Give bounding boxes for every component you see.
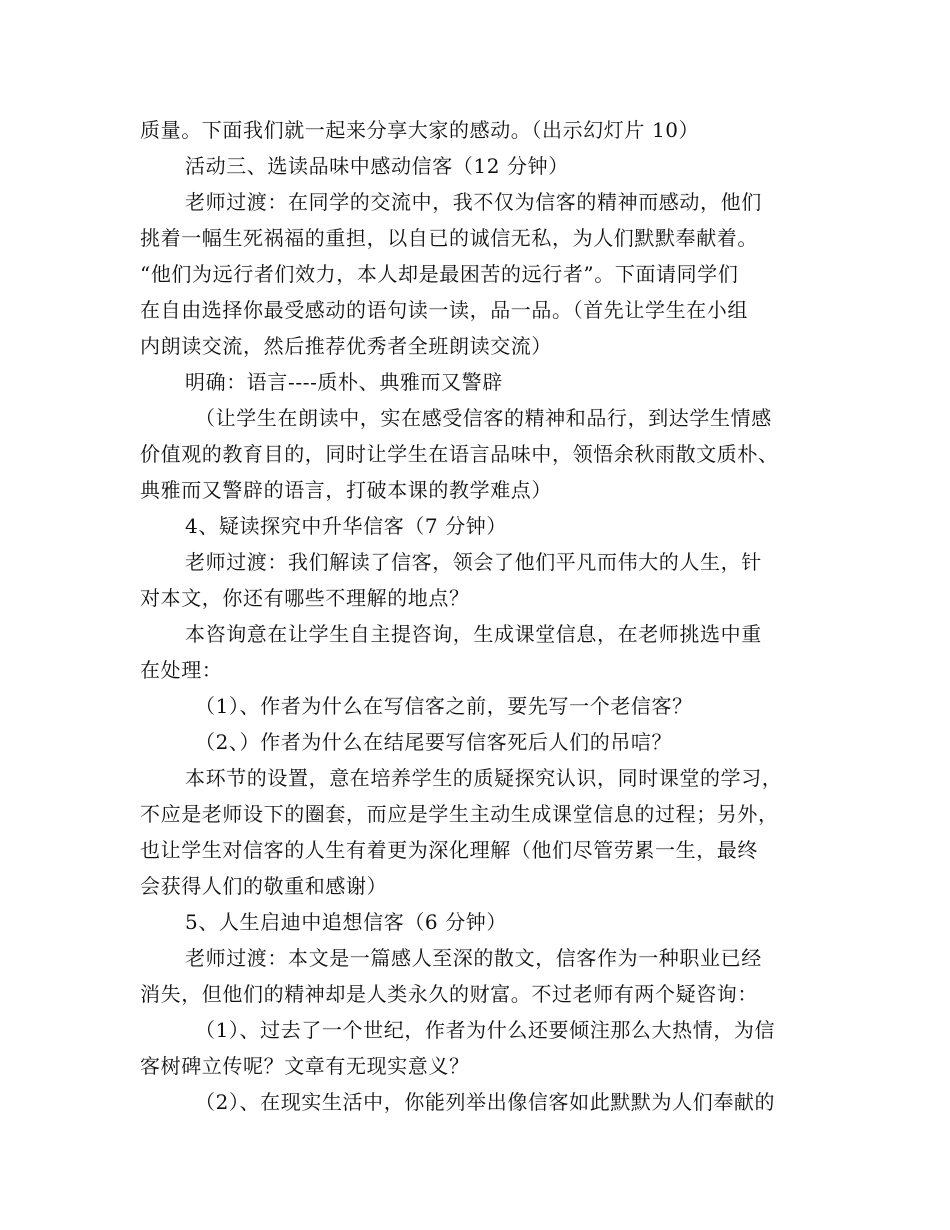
question-item: （2）、在现实生活中，你能列举出像信客如此默默为人们奉献的	[195, 1090, 776, 1114]
text-line: 在自由选择你最受感动的语句读一读，品一品。（首先让学生在小组	[140, 298, 748, 322]
text-line: 也让学生对信客的人生有着更为深化理解（他们尽管劳累一生，最终	[140, 838, 758, 862]
text-line: 不应是老师设下的圈套，而应是学生主动生成课堂信息的过程；另外，	[140, 802, 779, 826]
text-line: 挑着一幅生死祸福的重担，以自已的诚信无私，为人们默默奉献着。	[140, 226, 758, 250]
question-item: （2、）作者为什么在结尾要写信客死后人们的吊唁？	[195, 730, 673, 754]
question-item: （1）、过去了一个世纪，作者为什么还要倾注那么大热情，为信	[195, 1018, 776, 1042]
text-line: 明确：语言----质朴、典雅而又警辟	[185, 370, 503, 394]
question-item: （1）、作者为什么在写信客之前，要先写一个老信客？	[195, 694, 693, 718]
text-line: 价值观的教育目的，同时让学生在语言品味中，领悟余秋雨散文质朴、	[140, 442, 779, 466]
text-line: 客树碑立传呢？文章有无现实意义？	[140, 1054, 470, 1078]
text-line: 老师过渡：我们解读了信客，领会了他们平凡而伟大的人生，针	[185, 550, 762, 574]
text-line: 本环节的设置，意在培养学生的质疑探究认识，同时课堂的学习，	[185, 766, 783, 790]
text-line: 本咨询意在让学生自主提咨询，生成课堂信息，在老师挑选中重	[185, 622, 762, 646]
text-line: 消失，但他们的精神却是人类永久的财富。不过老师有两个疑咨询：	[140, 982, 758, 1006]
text-line: 在处理：	[140, 658, 223, 682]
text-line: “他们为远行者们效力，本人却是最困苦的远行者”。下面请同学们	[140, 262, 739, 286]
text-line: 老师过渡：本文是一篇感人至深的散文，信客作为一种职业已经	[185, 946, 762, 970]
text-line: 质量。下面我们就一起来分享大家的感动。（出示幻灯片 10）	[140, 118, 700, 142]
activity-heading: 活动三、选读品味中感动信客（12 分钟）	[185, 154, 569, 178]
text-line: 典雅而又警辟的语言，打破本课的教学难点）	[140, 478, 552, 502]
text-line: 会获得人们的敬重和感谢）	[140, 874, 388, 898]
section-heading: 4、疑读探究中升华信客（7 分钟）	[185, 514, 508, 538]
text-line: 老师过渡：在同学的交流中，我不仅为信客的精神而感动，他们	[185, 190, 762, 214]
text-line: 内朗读交流，然后推荐优秀者全班朗读交流）	[140, 334, 552, 358]
text-line: 对本文，你还有哪些不理解的地点？	[140, 586, 470, 610]
section-heading: 5、人生启迪中追想信客（6 分钟）	[185, 910, 508, 934]
text-line: （让学生在朗读中，实在感受信客的精神和品行，到达学生情感	[195, 406, 772, 430]
